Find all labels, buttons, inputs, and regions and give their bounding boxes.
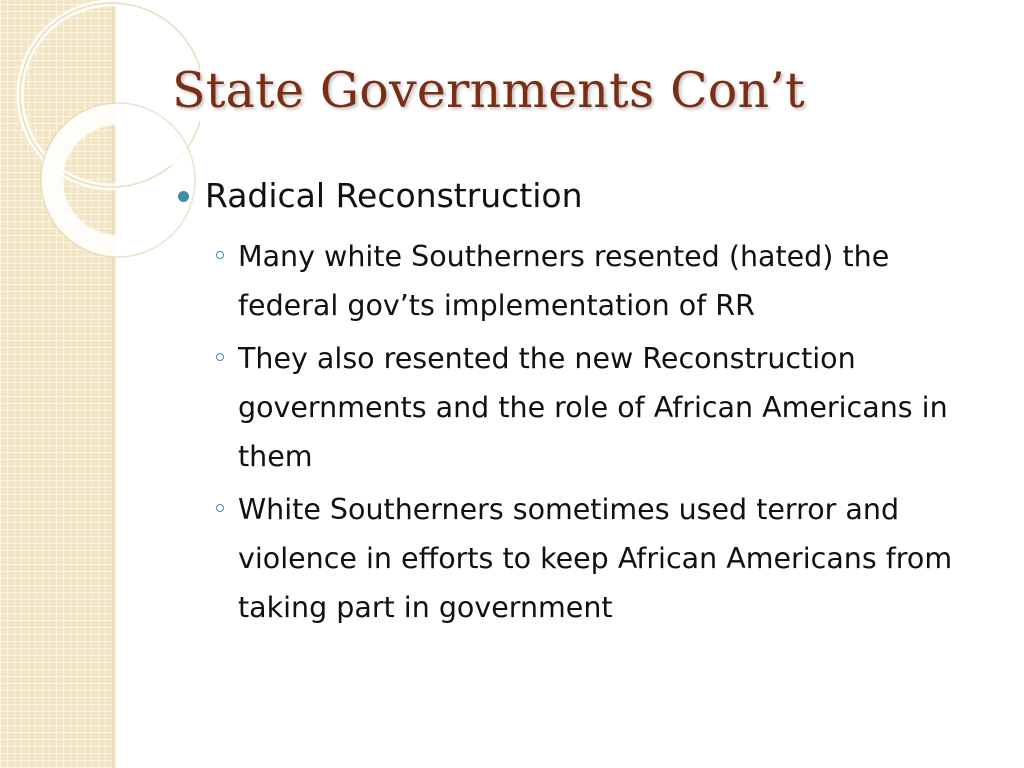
sub-bullet-text: Many white Southerners resented (hated) the federal gov’ts implementation of RR (238, 240, 890, 322)
bullet-item (178, 172, 998, 220)
sub-bullet-text: They also resented the new Reconstruction governments and the role of African Americans in them (238, 342, 948, 473)
sub-bullet-item (216, 485, 998, 632)
sub-bullet-item (216, 334, 998, 481)
ring-bullet-icon (216, 504, 224, 512)
slide-title: State Governments Con’t (172, 62, 805, 119)
ring-bullet-icon (216, 251, 224, 259)
sub-bullet-item (216, 232, 998, 330)
bullet-dot-icon (178, 191, 189, 202)
slide-content (178, 172, 998, 636)
bullet-label: Radical Reconstruction (205, 176, 583, 215)
ring-bullet-icon (216, 353, 224, 361)
sub-bullet-list (178, 232, 998, 632)
sub-bullet-text: White Southerners sometimes used terror and violence in efforts to keep African Americans from taking part in government (238, 493, 953, 624)
decorative-circles (0, 0, 200, 320)
